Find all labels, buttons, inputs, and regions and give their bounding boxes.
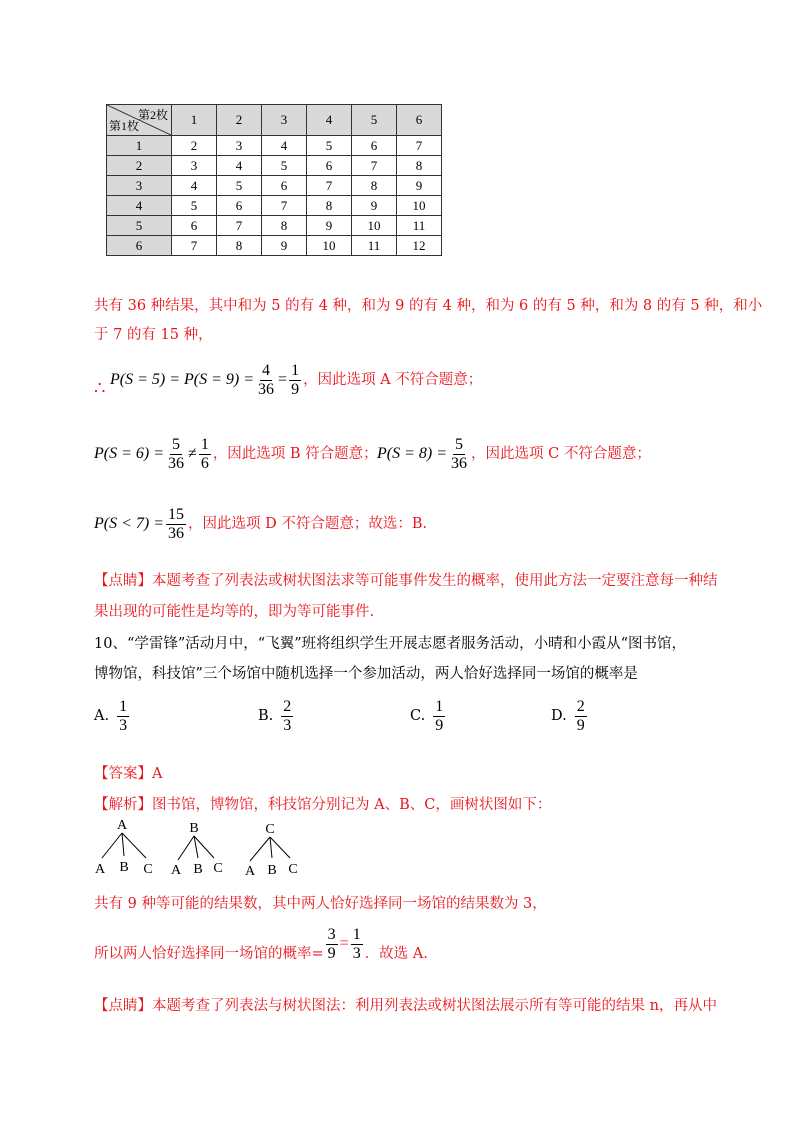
sum-table-wrap — [106, 104, 442, 256]
table-row — [107, 216, 442, 236]
table-cell: 11 — [352, 236, 397, 256]
table-cell: 7 — [262, 196, 307, 216]
row-header: 6 — [107, 236, 172, 256]
option-a-den: 3 — [119, 716, 128, 734]
tree-leaf: A — [94, 862, 106, 877]
tree-branch — [122, 833, 146, 858]
eq4-lhs: P(S < 7) = — [94, 515, 165, 532]
corner-top-label: 第2枚 — [137, 108, 168, 122]
table-cell: 8 — [262, 216, 307, 236]
option-d[interactable] — [551, 694, 589, 738]
table-cell: 7 — [352, 156, 397, 176]
tree-b — [171, 821, 223, 878]
table-cell: 12 — [397, 236, 442, 256]
eq2-frac2-den: 6 — [200, 454, 209, 472]
eq1-equals: = — [278, 371, 288, 388]
table-cell: 4 — [172, 176, 217, 196]
table-cell: 10 — [397, 196, 442, 216]
table-cell: 9 — [262, 236, 307, 256]
option-a-num: 1 — [119, 697, 128, 715]
table-cell: 9 — [352, 196, 397, 216]
option-d-den: 9 — [576, 716, 585, 734]
corner-bottom-label: 第1枚 — [109, 119, 140, 133]
eq2-frac2-num: 1 — [200, 435, 209, 453]
col-header: 1 — [172, 105, 217, 136]
eq1-frac2-num: 1 — [291, 361, 300, 379]
option-b-den: 3 — [283, 716, 292, 734]
table-cell: 6 — [352, 136, 397, 156]
table-row — [107, 136, 442, 156]
table-row — [107, 236, 442, 256]
table-cell: 11 — [397, 216, 442, 236]
equation-3 — [377, 432, 651, 476]
table-corner-cell — [107, 105, 172, 136]
eq4-note: ，因此选项 D 不符合题意；故选：B. — [188, 516, 428, 532]
prob-frac2 — [351, 926, 363, 963]
table-cell: 3 — [217, 136, 262, 156]
tree-leaf: A — [244, 864, 256, 878]
tree-leaf: C — [288, 862, 298, 877]
equation-4 — [94, 502, 427, 546]
question-10-line2: 博物馆，科技馆”三个场馆中随机选择一个参加活动，两人恰好选择同一场馆的概率是 — [94, 666, 638, 682]
option-d-num: 2 — [576, 697, 585, 715]
eq2-frac1-den: 36 — [168, 454, 185, 472]
table-cell: 5 — [172, 196, 217, 216]
tree-branch — [102, 833, 122, 858]
eq3-frac1 — [449, 436, 469, 473]
table-cell: 6 — [262, 176, 307, 196]
tree-c — [245, 822, 298, 878]
row-header: 2 — [107, 156, 172, 176]
col-header: 3 — [262, 105, 307, 136]
tree-leaf: B — [193, 862, 203, 877]
eq2-lhs: P(S = 6) = — [94, 445, 165, 462]
prob-post: ．故选 A. — [364, 946, 428, 962]
result-text-line1: 共有 36 种结果，其中和为 5 的有 4 种，和为 9 的有 4 种，和为 6 的有 5 种，和为 8 的有 5 种，和小 — [94, 298, 763, 314]
tree-leaf: B — [267, 863, 277, 878]
tree-branch — [270, 837, 272, 858]
prob-equals: = — [339, 935, 349, 952]
eq2-frac2 — [199, 436, 211, 473]
option-b-frac — [281, 698, 293, 735]
table-cell: 9 — [397, 176, 442, 196]
tree-diagram — [90, 816, 310, 878]
comment-1-line1: 【点睛】本题考查了列表法或树状图法求等可能事件发生的概率，使用此方法一定要注意每一种结 — [94, 573, 718, 589]
option-a-label: A. — [94, 708, 110, 724]
prob-pre: 所以两人恰好选择同一场馆的概率= — [94, 946, 324, 962]
col-header: 2 — [217, 105, 262, 136]
option-b-label: B. — [258, 708, 274, 724]
row-header: 3 — [107, 176, 172, 196]
option-d-label: D. — [551, 708, 567, 724]
eq4-frac1-den: 36 — [168, 524, 185, 542]
option-d-frac — [575, 698, 587, 735]
table-cell: 5 — [217, 176, 262, 196]
option-b-num: 2 — [283, 697, 292, 715]
prob-frac1-num: 3 — [327, 925, 336, 943]
eq1-note: ，因此选项 A 不符合题意； — [303, 372, 483, 388]
option-a[interactable] — [94, 694, 131, 738]
equation-2 — [94, 432, 378, 476]
eq1-lhs: P(S = 5) = P(S = 9) = — [110, 371, 255, 388]
option-c-num: 1 — [435, 697, 444, 715]
option-c-label: C. — [410, 708, 426, 724]
table-cell: 8 — [352, 176, 397, 196]
option-c-frac — [433, 698, 445, 735]
prob-frac1-den: 9 — [327, 944, 336, 962]
option-c-den: 9 — [435, 716, 444, 734]
tree-leaf: C — [213, 861, 223, 876]
row-header: 5 — [107, 216, 172, 236]
table-cell: 7 — [217, 216, 262, 236]
option-c[interactable] — [410, 694, 447, 738]
table-cell: 6 — [307, 156, 352, 176]
eq1-frac2-den: 9 — [291, 380, 300, 398]
eq3-note: ，因此选项 C 不符合题意； — [471, 446, 651, 462]
eq2-frac1-num: 5 — [172, 435, 181, 453]
col-header: 5 — [352, 105, 397, 136]
eq1-frac1-num: 4 — [262, 361, 271, 379]
tree-branch — [270, 837, 290, 858]
table-header-row — [107, 105, 442, 136]
option-a-frac — [117, 698, 129, 735]
tree-a — [95, 818, 153, 877]
eq4-frac1-num: 15 — [168, 505, 185, 523]
table-cell: 8 — [397, 156, 442, 176]
tree-leaf: C — [143, 862, 153, 877]
table-cell: 10 — [307, 236, 352, 256]
tree-branch — [122, 833, 124, 856]
row-header: 1 — [107, 136, 172, 156]
table-cell: 5 — [262, 156, 307, 176]
eq1-frac2 — [289, 362, 301, 399]
tree-root-b: B — [189, 821, 199, 836]
answer-line: 【答案】A — [94, 766, 163, 782]
col-header: 6 — [397, 105, 442, 136]
tree-branch — [178, 836, 194, 860]
eq1-frac1-den: 36 — [258, 380, 275, 398]
tree-leaf: A — [170, 863, 182, 878]
eq1-frac1 — [256, 362, 276, 399]
eq2-frac1 — [166, 436, 186, 473]
table-cell: 6 — [172, 216, 217, 236]
row-header: 4 — [107, 196, 172, 216]
question-10-line1: 10、“学雷锋”活动月中，“飞翼”班将组织学生开展志愿者服务活动，小晴和小霞从“图书馆， — [94, 636, 687, 652]
analysis-line: 【解析】图书馆，博物馆，科技馆分别记为 A、B、C，画树状图如下： — [94, 797, 552, 813]
table-cell: 3 — [172, 156, 217, 176]
table-row — [107, 176, 442, 196]
table-row — [107, 156, 442, 176]
comment-2-line1: 【点睛】本题考查了列表法与树状图法：利用列表法或树状图法展示所有等可能的结果 n，再从中 — [94, 998, 717, 1014]
table-cell: 9 — [307, 216, 352, 236]
table-cell: 7 — [397, 136, 442, 156]
eq3-frac1-den: 36 — [451, 454, 468, 472]
tree-leaf: B — [119, 860, 129, 875]
tree-branch — [250, 837, 270, 861]
prob-frac2-den: 3 — [352, 944, 361, 962]
equation-1 — [110, 358, 482, 402]
eq3-frac1-num: 5 — [455, 435, 464, 453]
table-cell: 6 — [217, 196, 262, 216]
col-header: 4 — [307, 105, 352, 136]
option-b[interactable] — [258, 694, 295, 738]
prob-frac1 — [326, 926, 338, 963]
table-cell: 4 — [217, 156, 262, 176]
prob-frac2-num: 1 — [352, 925, 361, 943]
table-cell: 4 — [262, 136, 307, 156]
result-count-line: 共有 9 种等可能的结果数，其中两人恰好选择同一场馆的结果数为 3， — [94, 896, 547, 912]
comment-1-line2: 果出现的可能性是均等的，即为等可能事件. — [94, 604, 375, 620]
table-cell: 8 — [307, 196, 352, 216]
table-cell: 7 — [172, 236, 217, 256]
therefore-symbol: ∴ — [94, 378, 106, 399]
tree-root-a: A — [116, 818, 128, 833]
eq2-note: ，因此选项 B 符合题意； — [212, 446, 378, 462]
table-cell: 2 — [172, 136, 217, 156]
result-text-line2: 于 7 的有 15 种， — [94, 327, 213, 343]
table-row — [107, 196, 442, 216]
table-cell: 10 — [352, 216, 397, 236]
table-cell: 5 — [307, 136, 352, 156]
table-cell: 8 — [217, 236, 262, 256]
probability-line — [94, 922, 428, 966]
tree-root-c: C — [265, 822, 275, 837]
eq4-frac1 — [166, 506, 186, 543]
eq2-neq: ≠ — [188, 445, 197, 462]
sum-table — [106, 104, 442, 256]
table-cell: 7 — [307, 176, 352, 196]
eq3-lhs: P(S = 8) = — [377, 445, 448, 462]
